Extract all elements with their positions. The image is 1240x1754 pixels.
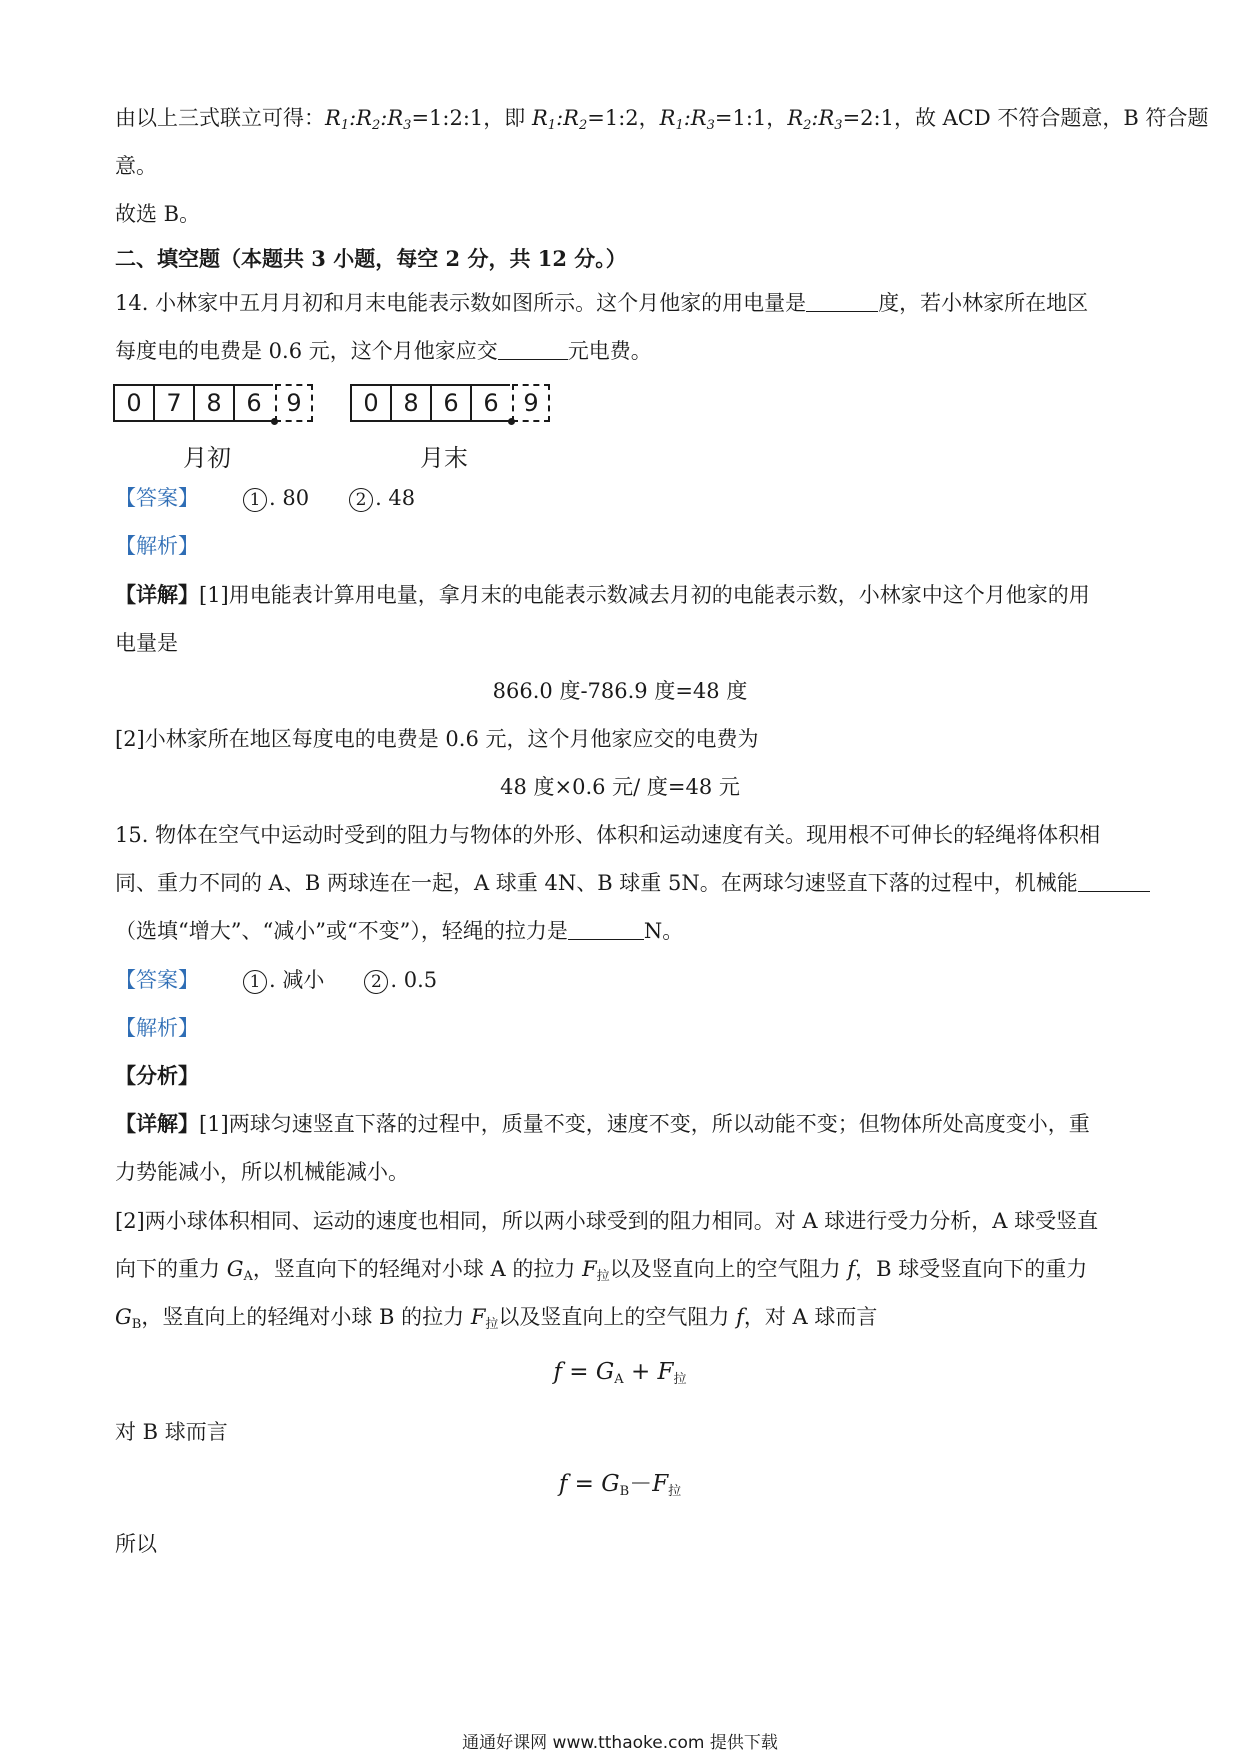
meter-start-label: 月初 <box>183 444 231 472</box>
q15-detail-3: [2]两小球体积相同、运动的速度也相同，所以两小球受到的阻力相同。对 A 球进行受力分析，A 球受竖直 <box>115 1209 1099 1233</box>
answer-1: . 减小 <box>269 968 325 992</box>
meter-end-digit: 8 <box>390 384 430 422</box>
meter-end-label: 月末 <box>420 444 468 472</box>
q15-equation-1: $f = G_A + F_拉$ <box>553 1359 687 1387</box>
answer-tag: 【答案】 <box>115 968 199 992</box>
q14-line-1 <box>115 289 1088 317</box>
answer-tag: 【答案】 <box>115 486 199 510</box>
answer-1-marker: 1 <box>243 970 267 994</box>
intro-text: 由以上三式联立可得： <box>115 106 325 130</box>
q14-detail-1 <box>115 581 1090 609</box>
fenxi-tag: 【分析】 <box>115 1063 199 1088</box>
q15-line-3 <box>115 917 683 945</box>
meter-end-decimal: 9 <box>512 384 550 422</box>
footer-watermark: 通通好课网 www.tthaoke.com 提供下载 <box>462 1733 778 1753</box>
q14-answer <box>115 484 415 512</box>
q14-text-d: 元电费。 <box>567 339 652 363</box>
q14-text-b: 度，若小林家所在地区 <box>878 291 1089 315</box>
meter-start-digit: 6 <box>233 384 273 422</box>
answer-2: . 0.5 <box>390 968 438 992</box>
q14-text-c: 每度电的电费是 0.6 元，这个月他家应交 <box>115 339 498 363</box>
q15-detail-4: 向下的重力 $G_A$，竖直向下的轻绳对小球 A 的拉力 $F_拉$以及竖直向上的空气阻力 f，B 球受竖直向下的重力 <box>115 1257 1088 1284</box>
q15-d4-text: ，竖直向下的轻绳对小球 A 的拉力 <box>252 1257 583 1281</box>
analysis-tag: 【解析】 <box>115 534 199 558</box>
q14-blank-2 <box>498 339 568 360</box>
decimal-point-icon <box>508 418 515 425</box>
intro-line-1: 由以上三式联立可得：$R_1:R_2:R_3=1:2:1$，即 $R_1:R_2=1:2$，$R_1:R_3=1:1$，$R_2:R_3=2:1$，故 ACD 不符合题意，B 符合题 <box>115 106 1209 133</box>
q15-detail-1 <box>115 1110 1090 1138</box>
meter-end-digit: 0 <box>350 384 390 422</box>
decimal-point-icon <box>271 418 278 425</box>
q15-equation-2: $f = G_B-F_拉$ <box>558 1471 682 1499</box>
q14-detail-3: [2]小林家所在地区每度电的电费是 0.6 元，这个月他家应交的电费为 <box>115 727 759 751</box>
q15-detail-text: [1]两球匀速竖直下落的过程中，质量不变，速度不变，所以动能不变；但物体所处高度变小，重 <box>199 1112 1090 1136</box>
q15-line-2 <box>115 869 1150 897</box>
meter-end <box>350 384 550 420</box>
intro-text-cont: ，即 $R_1:R_2=1:2$，$R_1:R_3=1:1$，$R_2:R_3=2:1$，故 ACD 不符合题意，B 符合题 <box>483 106 1209 133</box>
meter-start <box>113 384 313 420</box>
answer-2-marker: 2 <box>364 970 388 994</box>
detail-tag: 【详解】 <box>115 1111 199 1136</box>
answer-1-marker: 1 <box>243 488 267 512</box>
q14-equation-2: 48 度×0.6 元/ 度=48 元 <box>500 775 740 799</box>
q14-text-a: 14. 小林家中五月月初和月末电能表示数如图所示。这个月他家的用电量是 <box>115 291 807 315</box>
q14-line-2 <box>115 337 652 365</box>
answer-1: . 80 <box>269 486 310 510</box>
q15-text-a: 同、重力不同的 A、B 两球连在一起，A 球重 4N、B 球重 5N。在两球匀速竖直下落的过程中，机械能 <box>115 871 1078 895</box>
section-title: 二、填空题（本题共 3 小题，每空 2 分，共 12 分。） <box>115 246 627 271</box>
q15-text-b: （选填“增大”、“减小”或“不变”），轻绳的拉力是 <box>115 919 568 943</box>
q15-so: 所以 <box>115 1532 157 1556</box>
meter-start-digit: 7 <box>153 384 193 422</box>
q15-for-b: 对 B 球而言 <box>115 1420 228 1444</box>
analysis-tag: 【解析】 <box>115 1016 199 1040</box>
q14-detail-text: [1]用电能表计算用电量，拿月末的电能表示数减去月初的电能表示数，小林家中这个月他家的用 <box>199 583 1090 607</box>
q14-equation-1: 866.0 度-786.9 度=48 度 <box>492 679 748 703</box>
q15-d5-text: ，对 A 球而言 <box>743 1305 878 1329</box>
meter-start-digit: 0 <box>113 384 153 422</box>
q15-answer <box>115 966 437 994</box>
q15-detail-2: 力势能减小，所以机械能减小。 <box>115 1160 409 1184</box>
q15-detail-5: $G_B$，竖直向上的轻绳对小球 B 的拉力 $F_拉$以及竖直向上的空气阻力 f，对 A 球而言 <box>115 1305 878 1332</box>
q15-d5-text: 以及竖直向上的空气阻力 <box>498 1305 737 1329</box>
intro-line-2: 意。 <box>115 154 157 178</box>
meter-end-digit: 6 <box>430 384 470 422</box>
meter-start-digit: 8 <box>193 384 233 422</box>
q15-d4-text: 向下的重力 <box>115 1257 227 1281</box>
ratio-text: $R_1:R_2:R_3$ <box>325 106 412 133</box>
q15-d4-text: 以及竖直向上的空气阻力 <box>609 1257 848 1281</box>
meter-start-decimal: 9 <box>275 384 313 422</box>
intro-line-3: 故选 B。 <box>115 202 201 226</box>
detail-tag: 【详解】 <box>115 582 199 607</box>
q15-text-c: N。 <box>643 919 684 943</box>
q14-blank-1 <box>806 291 878 312</box>
q15-blank-1 <box>1078 871 1150 892</box>
answer-2: . 48 <box>375 486 416 510</box>
meter-end-digit: 6 <box>470 384 510 422</box>
q15-d4-text: ，B 球受竖直向下的重力 <box>855 1257 1088 1281</box>
q15-d5-text: ，竖直向上的轻绳对小球 B 的拉力 <box>141 1305 471 1329</box>
q15-blank-2 <box>568 919 644 940</box>
q15-line-1: 15. 物体在空气中运动时受到的阻力与物体的外形、体积和运动速度有关。现用根不可伸长的轻绳将体积相 <box>115 823 1101 847</box>
answer-2-marker: 2 <box>349 488 373 512</box>
q14-detail-2: 电量是 <box>115 631 178 655</box>
